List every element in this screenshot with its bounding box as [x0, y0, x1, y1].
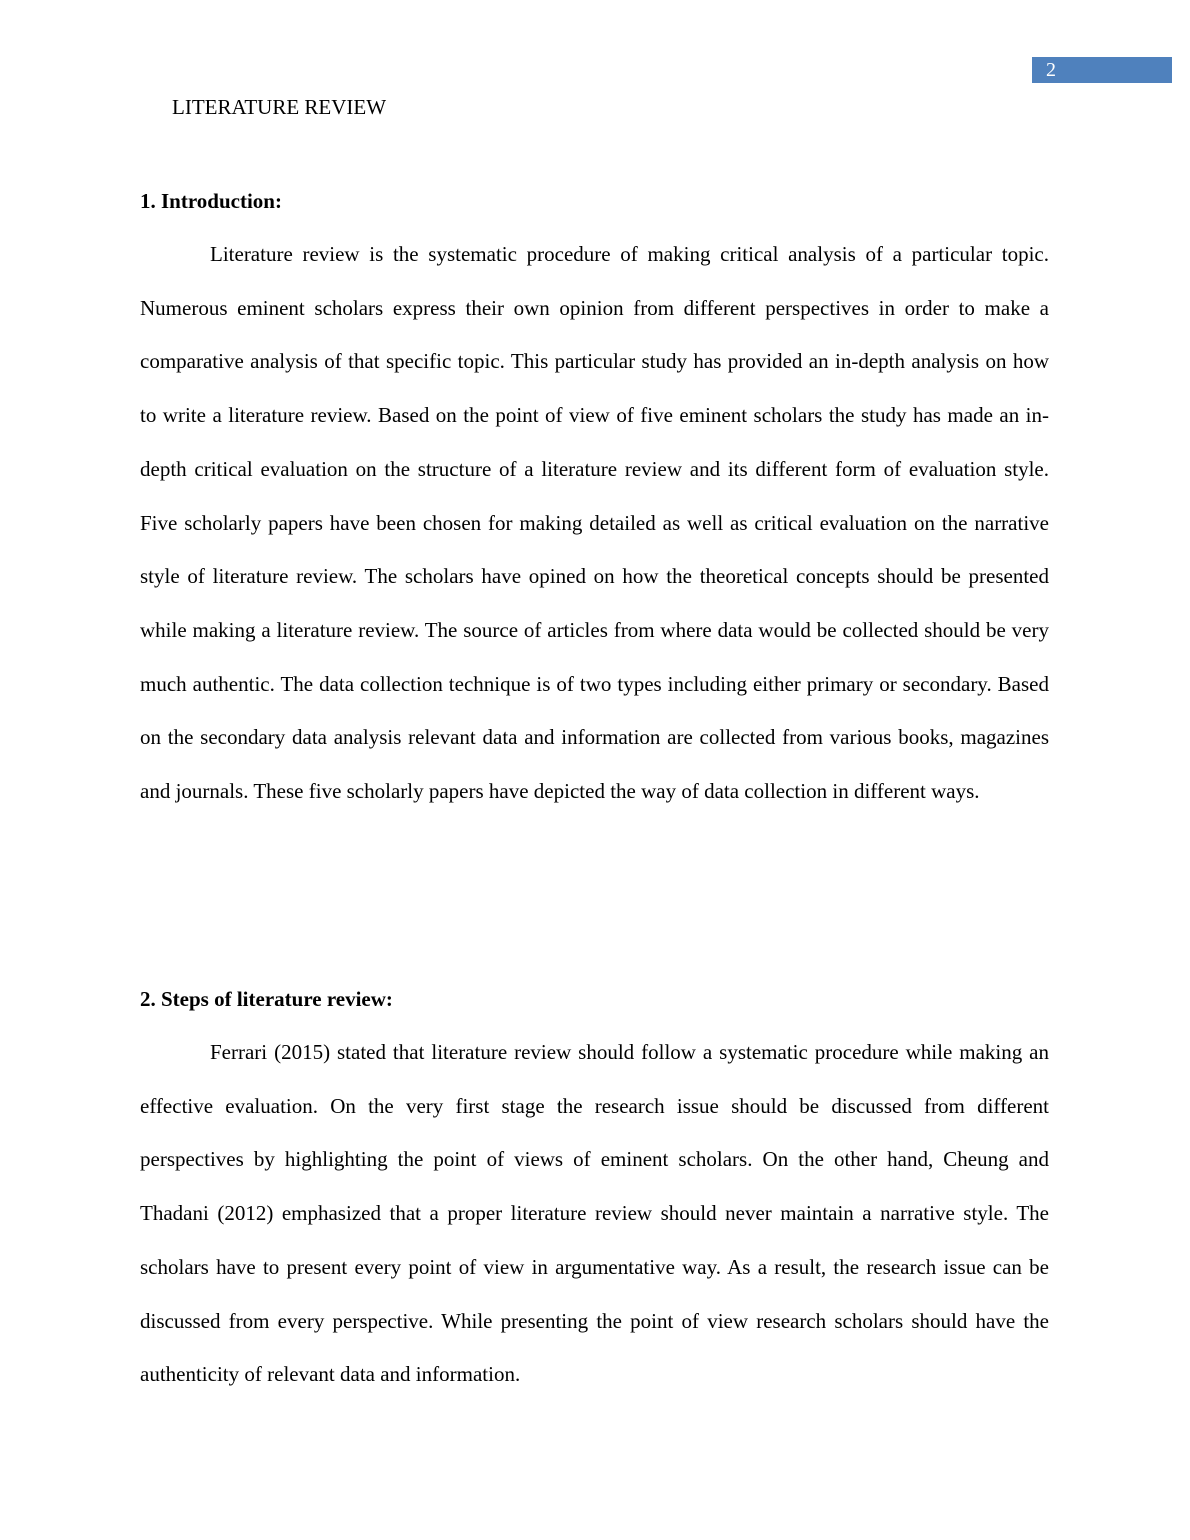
running-head: LITERATURE REVIEW: [172, 95, 387, 119]
section-heading-introduction: 1. Introduction:: [140, 189, 282, 213]
section-paragraph-steps: Ferrari (2015) stated that literature review should follow a systematic procedure while making an effective evaluation. On the very first stage the research issue should be discussed from different perspectives by highlighting the point of views of eminent scholars. On the other hand, Cheung and Thadani (2012) emphasized that a proper literature review should never maintain a narrative style. The scholars have to present every point of view in argumentative way. As a result, the research issue can be discussed from every perspective. While presenting the point of view research scholars should have the authenticity of relevant data and information.: [140, 1040, 1049, 1387]
page-number-badge: [1032, 57, 1172, 83]
section-paragraph-introduction: Literature review is the systematic procedure of making critical analysis of a particular topic. Numerous eminent scholars express their own opinion from different perspectives in order to make a comparative analysis of that specific topic. This particular study has provided an in-depth analysis on how to write a literature review. Based on the point of view of five eminent scholars the study has made an in-depth critical evaluation on the structure of a literature review and its different form of evaluation style. Five scholarly papers have been chosen for making detailed as well as critical evaluation on the narrative style of literature review. The scholars have opined on how the theoretical concepts should be presented while making a literature review. The source of articles from where data would be collected should be very much authentic. The data collection technique is of two types including either primary or secondary. Based on the secondary data analysis relevant data and information are collected from various books, magazines and journals. These five scholarly papers have depicted the way of data collection in different ways.: [140, 242, 1049, 804]
page-number: 2: [1046, 59, 1056, 81]
section-heading-steps: 2. Steps of literature review:: [140, 987, 393, 1011]
